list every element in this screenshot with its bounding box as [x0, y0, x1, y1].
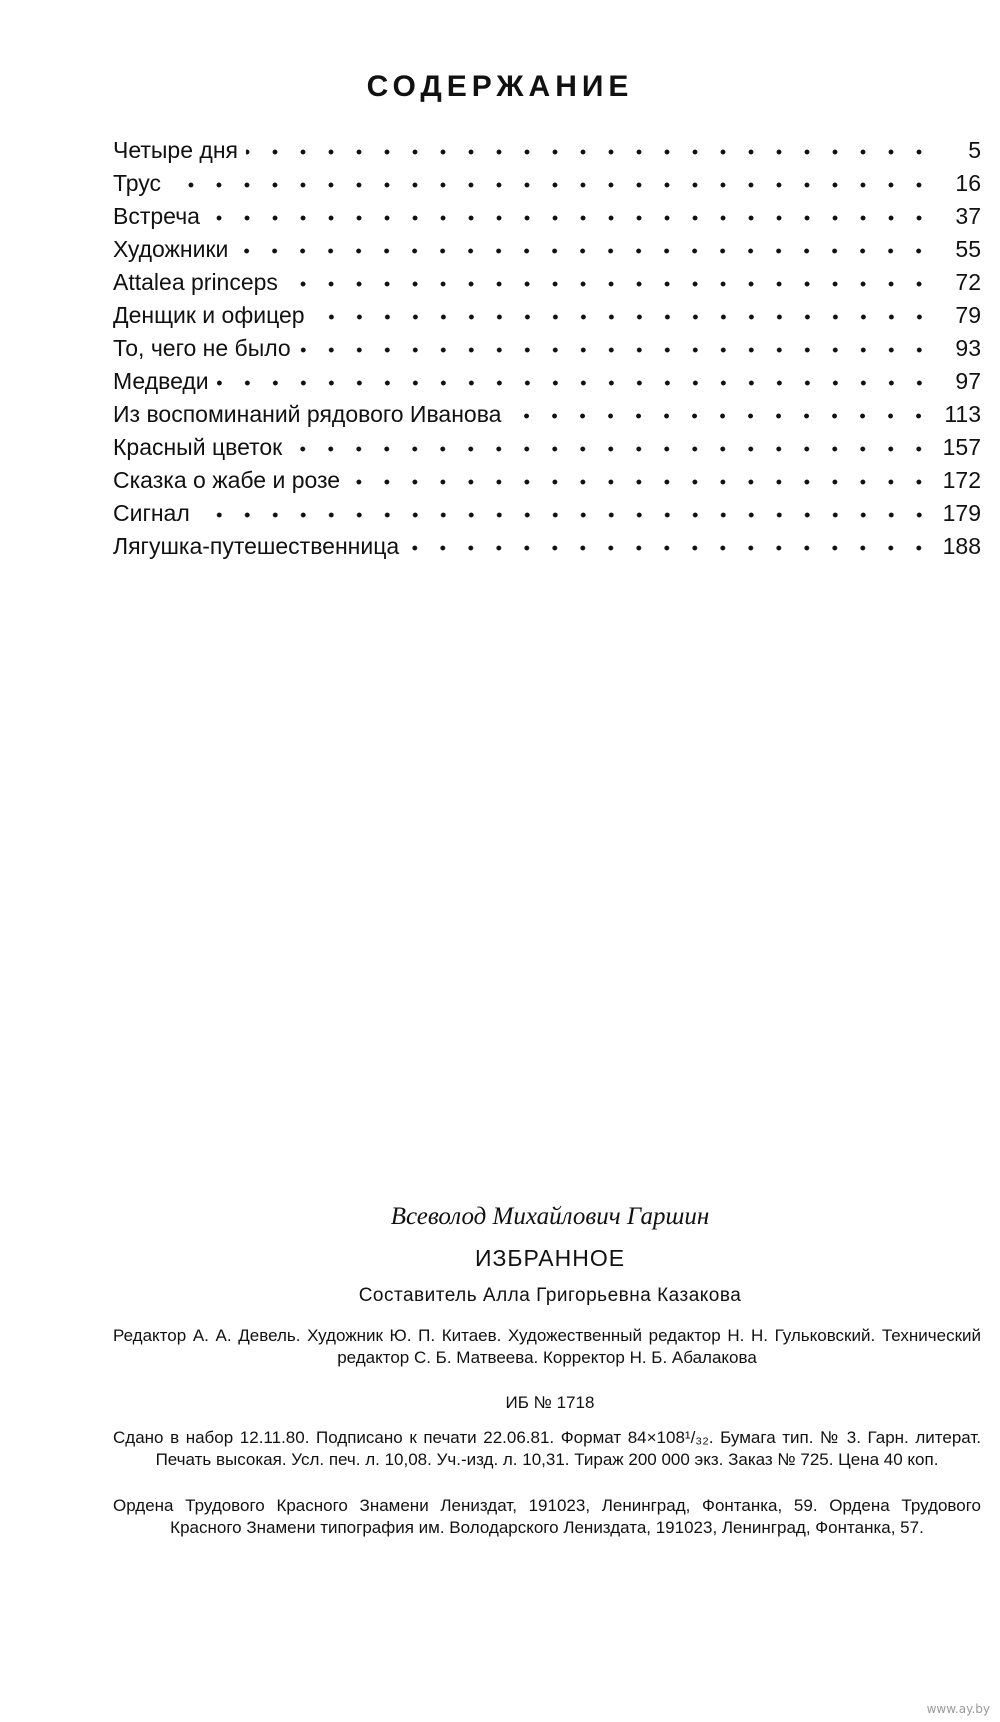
toc-entry-page: 72 [955, 269, 981, 295]
printer-info: Ордена Трудового Красного Знамени Лениздат, 191023, Ленинград, Фонтанка, 59. Ордена Трудового Красного Знамени типография им. Володарского Лениздата, 191023, Ленинград, Фонтанка, 57. [113, 1496, 981, 1537]
toc-leader-dots [407, 542, 933, 554]
toc-leader-dots [509, 410, 933, 422]
toc-entry-title: То, чего не было [113, 335, 291, 361]
toc-entry [113, 467, 981, 500]
toc-title: СОДЕРЖАНИЕ [366, 70, 634, 103]
toc-entry [113, 500, 981, 533]
toc-entry-page: 93 [955, 335, 981, 361]
toc-entry-page: 179 [942, 500, 981, 526]
toc-entry-page: 37 [955, 203, 981, 229]
toc-entry-title: Медведи [113, 368, 209, 394]
editorial-credits: Редактор А. А. Девель. Художник Ю. П. Китаев. Художественный редактор Н. Н. Гульковский. Технический редактор С. Б. Матвеева. Корректор Н. Б. Абалакова [113, 1326, 981, 1367]
print-details: Сдано в набор 12.11.80. Подписано к печати 22.06.81. Формат 84×108¹/₃₂. Бумага тип. № 3. Гарн. литерат. Печать высокая. Усл. печ. л. 10,08. Уч.-изд. л. 10,31. Тираж 200 000 экз. Заказ № 725. Цена 40 коп. [113, 1428, 981, 1469]
toc-entry-page: 16 [955, 170, 981, 196]
author-name: Всеволод Михайлович Гаршин [390, 1203, 710, 1230]
toc-leader-dots [198, 509, 933, 521]
toc-entry-title: Красный цветок [113, 434, 283, 460]
toc-entry-page: 188 [942, 533, 981, 559]
toc-leader-dots [348, 476, 933, 488]
toc-entry-page: 55 [955, 236, 981, 262]
toc-leader-dots [169, 179, 933, 191]
toc-entry [113, 401, 981, 434]
toc-entry-page: 172 [942, 467, 981, 493]
toc-entry-page: 79 [955, 302, 981, 328]
toc-leader-dots [299, 344, 933, 356]
toc-entry [113, 269, 981, 302]
toc-entry [113, 137, 981, 170]
toc-entry-page: 113 [944, 401, 981, 427]
toc-entry-title: Встреча [113, 203, 200, 229]
toc-entry-page: 157 [942, 434, 981, 460]
toc-entry [113, 236, 981, 269]
toc-entry-title: Сигнал [113, 500, 190, 526]
table-of-contents [113, 137, 981, 566]
toc-entry [113, 170, 981, 203]
toc-entry-title: Лягушка-путешественница [113, 533, 400, 559]
toc-entry-title: Четыре дня [113, 137, 238, 163]
toc-entry [113, 302, 981, 335]
watermark: www.ay.by [926, 1702, 990, 1716]
toc-entry-title: Трус [113, 170, 162, 196]
toc-entry-title: Художники [113, 236, 229, 262]
toc-entry-title: Сказка о жабе и розе [113, 467, 341, 493]
toc-entry [113, 203, 981, 236]
book-title: ИЗБРАННОЕ [474, 1245, 626, 1271]
toc-entry-title: Attalea princeps [113, 269, 278, 295]
toc-entry [113, 533, 981, 566]
toc-entry [113, 434, 981, 467]
toc-entry-page: 97 [955, 368, 981, 394]
toc-entry [113, 368, 981, 401]
ib-number: ИБ № 1718 [505, 1393, 595, 1412]
toc-leader-dots [313, 311, 933, 323]
toc-leader-dots [286, 278, 933, 290]
toc-leader-dots [246, 146, 933, 158]
toc-leader-dots [217, 377, 933, 389]
toc-entry-title: Из воспоминаний рядового Иванова [113, 401, 502, 427]
toc-leader-dots [290, 443, 933, 455]
toc-entry-title: Денщик и офицер [113, 302, 305, 328]
toc-leader-dots [208, 212, 933, 224]
toc-entry [113, 335, 981, 368]
toc-entry-page: 5 [968, 137, 981, 163]
toc-leader-dots [236, 245, 933, 257]
compiler-line: Составитель Алла Григорьевна Казакова [358, 1285, 742, 1306]
